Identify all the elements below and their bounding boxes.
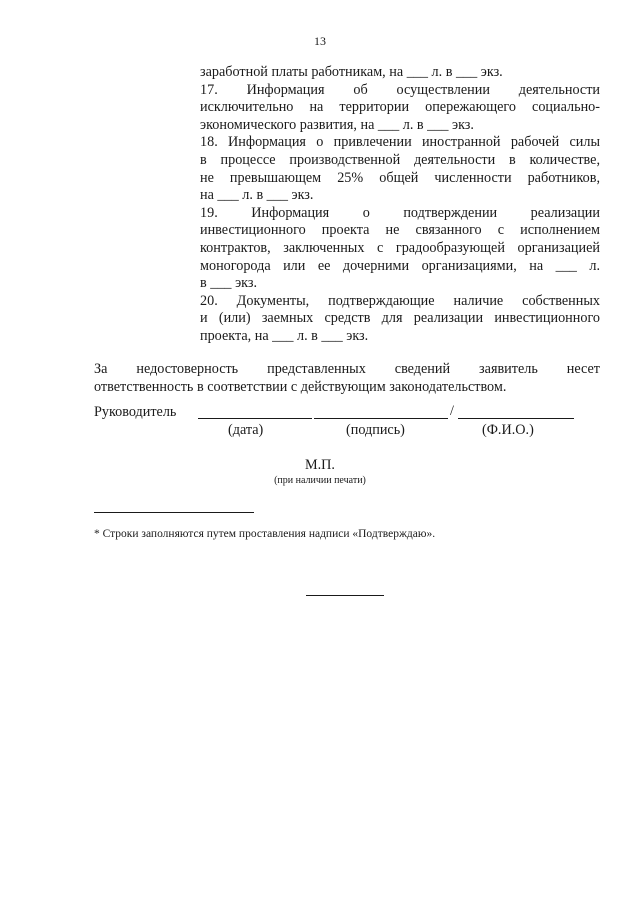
- signature-caption: (подпись): [346, 422, 405, 438]
- item-18-line: 18. Информация о привлечении иностранной рабочей силы: [200, 134, 600, 151]
- liability-disclaimer: [94, 360, 600, 396]
- item-20-line: проекта, на ___ л. в ___ экз.: [200, 327, 369, 344]
- page-number: 13: [314, 34, 326, 48]
- item-20-line: 20. Документы, подтверждающие наличие собственных: [200, 292, 600, 309]
- name-caption: (Ф.И.О.): [482, 422, 534, 438]
- name-blank[interactable]: [458, 418, 574, 419]
- item-19-line: моногорода или ее дочерними организациями, на ___ л.: [200, 257, 600, 274]
- footnote-divider: [94, 512, 254, 513]
- item-17-line: экономического развития, на ___ л. в ___ экз.: [200, 116, 474, 133]
- date-blank[interactable]: [198, 418, 312, 419]
- stamp-note: (при наличии печати): [274, 475, 366, 486]
- item-19-line: контрактов, заключенных с градообразующей организацией: [200, 239, 600, 256]
- head-label: Руководитель: [94, 404, 177, 420]
- item-18-line: не превышающем 25% общей численности работников,: [200, 169, 600, 186]
- date-caption: (дата): [228, 422, 264, 438]
- footnote: * Строки заполняются путем проставления надписи «Подтверждаю».: [94, 528, 436, 540]
- item-17-line: исключительно на территории опережающего социально-: [200, 99, 600, 116]
- slash-separator: /: [450, 403, 454, 419]
- stamp-block: [0, 456, 640, 487]
- disclaimer-line: За недостоверность представленных сведений заявитель несет: [94, 361, 600, 377]
- signature-block: [94, 404, 604, 444]
- document-items-list: [200, 64, 600, 346]
- end-of-document-rule: [306, 595, 384, 596]
- item-16-line-end: заработной платы работникам, на ___ л. в ___ экз.: [200, 64, 503, 80]
- item-19-line: инвестиционного проекта не связанного с исполнением: [200, 222, 600, 239]
- signature-blank[interactable]: [314, 418, 448, 419]
- item-19-line: в ___ экз.: [200, 275, 258, 292]
- disclaimer-line: ответственность в соответствии с действующим законодательством.: [94, 379, 507, 395]
- stamp-title: М.П.: [305, 457, 335, 473]
- item-18-line: в процессе производственной деятельности в количестве,: [200, 151, 600, 168]
- item-17-line: 17. Информация об осуществлении деятельности: [200, 81, 600, 98]
- item-20-line: и (или) заемных средств для реализации инвестиционного: [200, 310, 600, 327]
- item-19-line: 19. Информация о подтверждении реализации: [200, 204, 600, 221]
- item-18-line: на ___ л. в ___ экз.: [200, 187, 314, 204]
